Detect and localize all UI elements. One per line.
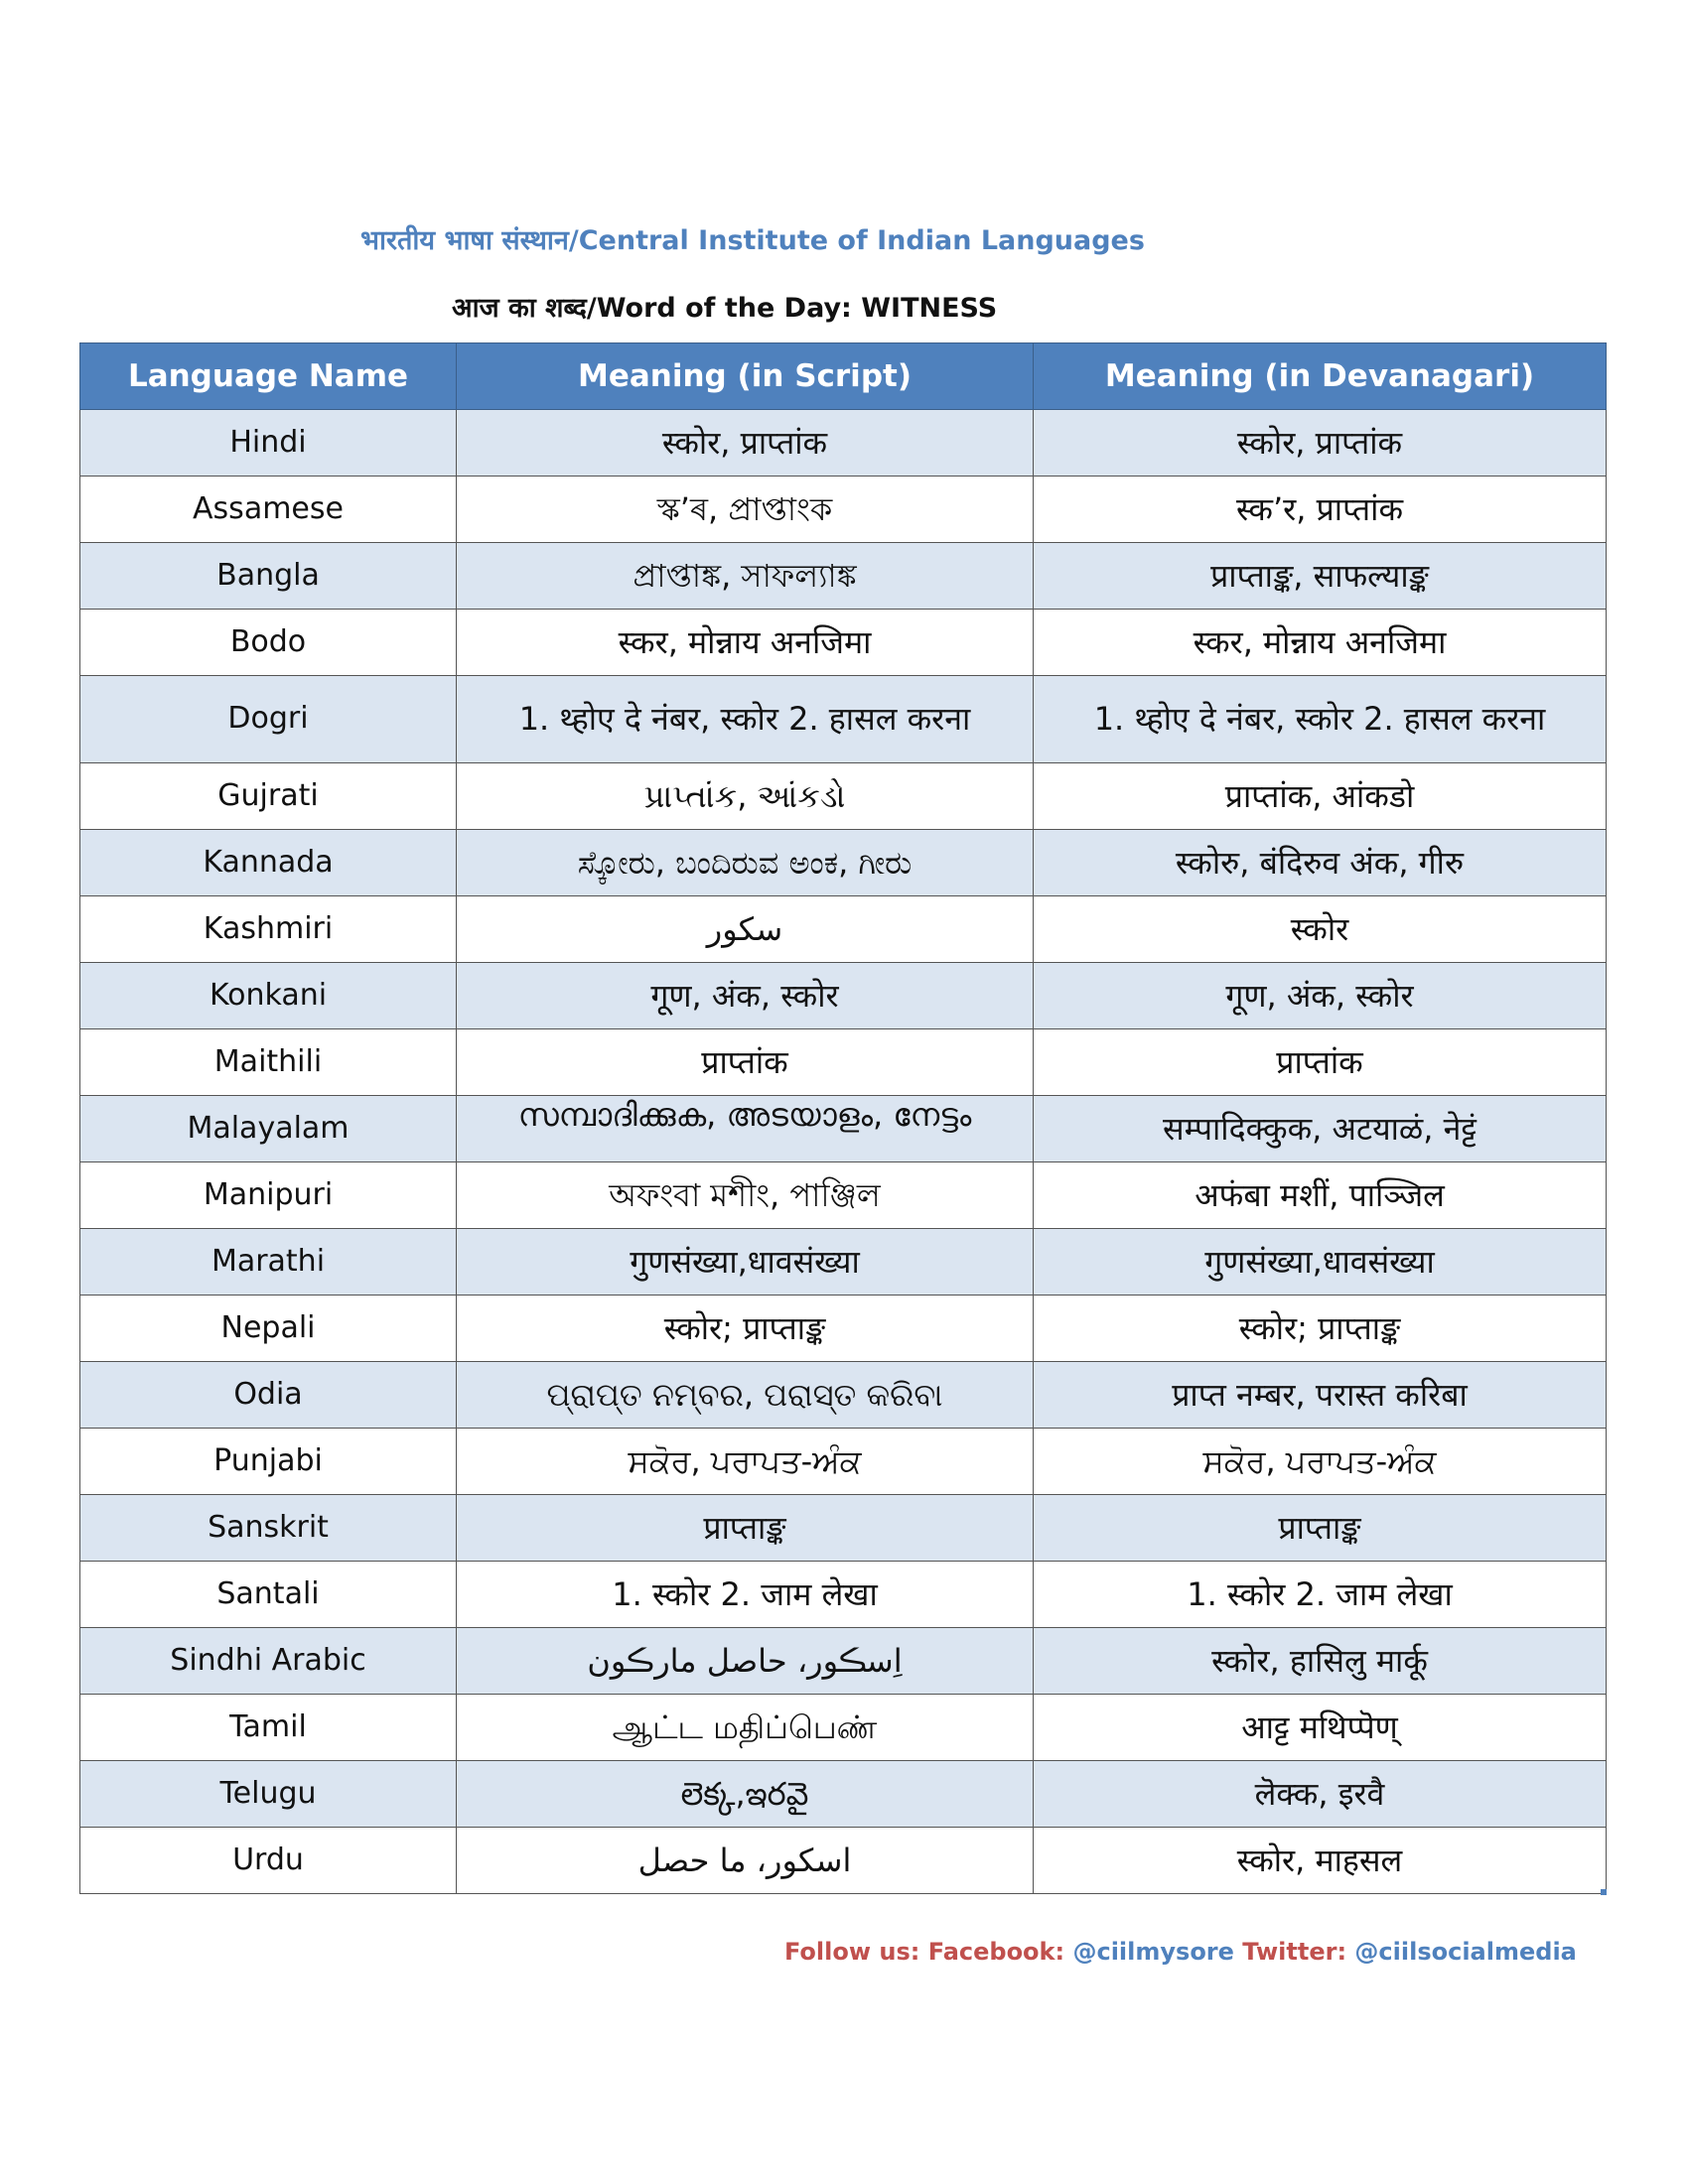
language-name: Sindhi Arabic: [80, 1628, 457, 1695]
table-row: [80, 1096, 1607, 1162]
meaning-devanagari: 1. स्कोर 2. जाम लेखा: [1034, 1562, 1607, 1628]
language-name: Dogri: [80, 676, 457, 763]
table-row: [80, 963, 1607, 1029]
footer-label: Follow us: Facebook:: [784, 1938, 1073, 1966]
meaning-script: اِسڪور، حاصل مارڪون: [457, 1628, 1034, 1695]
column-header-language: Language Name: [80, 343, 457, 410]
table-row: [80, 1695, 1607, 1761]
meaning-script: ਸਕੋਰ, ਪਰਾਪਤ-ਅੰਕ: [457, 1429, 1034, 1495]
facebook-handle: @ciilmysore: [1072, 1938, 1234, 1966]
twitter-handle: @ciilsocialmedia: [1354, 1938, 1577, 1966]
table-row: [80, 1495, 1607, 1562]
meaning-script: প্রাপ্তাঙ্ক, সাফল্যাঙ্ক: [457, 543, 1034, 610]
language-name: Kannada: [80, 830, 457, 896]
language-name: Assamese: [80, 477, 457, 543]
meaning-devanagari: गूण, अंक, स्कोर: [1034, 963, 1607, 1029]
meaning-devanagari: प्राप्ताङ्क, साफल्याङ्क: [1034, 543, 1607, 610]
meaning-script: സമ്പാദിക്കുക, അടയാളം, നേട്ടം: [517, 1097, 972, 1134]
language-name: Marathi: [80, 1229, 457, 1296]
footer-social: [784, 1938, 1577, 1966]
meaning-devanagari: प्राप्ताङ्क: [1034, 1495, 1607, 1562]
language-name: Odia: [80, 1362, 457, 1429]
meaning-script: سکور: [457, 896, 1034, 963]
meaning-devanagari: ਸਕੋਰ, ਪਰਾਪਤ-ਅੰਕ: [1034, 1429, 1607, 1495]
language-name: Nepali: [80, 1296, 457, 1362]
table-row: [80, 1362, 1607, 1429]
language-name: Bangla: [80, 543, 457, 610]
meaning-devanagari: आट्ट मथिप्पॆण्: [1034, 1695, 1607, 1761]
meaning-script: ಸ್ಕೋರು, ಬಂದಿರುವ ಅಂಕ, ಗೀರು: [457, 830, 1034, 896]
language-name: Tamil: [80, 1695, 457, 1761]
table-row: [80, 1761, 1607, 1828]
table-row: [80, 676, 1607, 763]
meaning-devanagari: स्कर, मोन्नाय अनजिमा: [1034, 610, 1607, 676]
meaning-script: 1. थ्होए दे नंबर, स्कोर 2. हासल करना: [457, 676, 1034, 763]
meaning-script: प्राप्ताङ्क: [457, 1495, 1034, 1562]
table-row: [80, 1162, 1607, 1229]
table-row: [80, 1229, 1607, 1296]
column-header-script: Meaning (in Script): [457, 343, 1034, 410]
meaning-script: स्कोर; प्राप्ताङ्क: [457, 1296, 1034, 1362]
table-row: [80, 1296, 1607, 1362]
table-row: [80, 1029, 1607, 1096]
column-header-devanagari: Meaning (in Devanagari): [1034, 343, 1607, 410]
word-table: [79, 342, 1607, 1894]
org-title: भारतीय भाषा संस्थान/Central Institute of Indian Languages: [360, 225, 1145, 256]
language-name: Manipuri: [80, 1162, 457, 1229]
meaning-script: স্ক’ৰ, প্ৰাপ্তাংক: [457, 477, 1034, 543]
table-row: [80, 410, 1607, 477]
meaning-devanagari: 1. थ्होए दे नंबर, स्कोर 2. हासल करना: [1034, 676, 1607, 763]
meaning-devanagari: गुणसंख्या,धावसंख्या: [1034, 1229, 1607, 1296]
meaning-devanagari: स्कोर: [1034, 896, 1607, 963]
language-name: Bodo: [80, 610, 457, 676]
language-name: Hindi: [80, 410, 457, 477]
meaning-devanagari: स्कोर; प्राप्ताङ्क: [1034, 1296, 1607, 1362]
meaning-devanagari: लॆक्क, इरवै: [1034, 1761, 1607, 1828]
meaning-devanagari: सम्पादिक्कुक, अटयाळं, नेट्टं: [1034, 1096, 1607, 1162]
meaning-devanagari: अफंबा मशीं, पाञ्जिल: [1034, 1162, 1607, 1229]
language-name: Telugu: [80, 1761, 457, 1828]
meaning-devanagari: प्राप्तांक, आंकडो: [1034, 763, 1607, 830]
language-name: Urdu: [80, 1828, 457, 1894]
table-row: [80, 763, 1607, 830]
meaning-devanagari: स्कोरु, बंदिरुव अंक, गीरु: [1034, 830, 1607, 896]
meaning-script: પ્રાપ્તાંક, આંકડો: [457, 763, 1034, 830]
twitter-label: Twitter:: [1233, 1938, 1355, 1966]
meaning-script: स्कोर, प्राप्तांक: [457, 410, 1034, 477]
table-row: [80, 1562, 1607, 1628]
meaning-script: অফংবা মশীং, পাঞ্জিল: [457, 1162, 1034, 1229]
table-row: [80, 896, 1607, 963]
language-name: Konkani: [80, 963, 457, 1029]
meaning-script: ପ୍ରାପ୍ତ ନମ୍ବର, ପରାସ୍ତ କରିବା: [457, 1362, 1034, 1429]
meaning-script: गूण, अंक, स्कोर: [457, 963, 1034, 1029]
table-row: [80, 477, 1607, 543]
table-resize-handle: [1601, 1889, 1607, 1895]
table-row: [80, 610, 1607, 676]
meaning-devanagari: स्कोर, माहसल: [1034, 1828, 1607, 1894]
language-name: Maithili: [80, 1029, 457, 1096]
language-name: Santali: [80, 1562, 457, 1628]
meaning-devanagari: स्कोर, प्राप्तांक: [1034, 410, 1607, 477]
table-row: [80, 543, 1607, 610]
meaning-devanagari: स्क’र, प्राप्तांक: [1034, 477, 1607, 543]
language-name: Sanskrit: [80, 1495, 457, 1562]
meaning-devanagari: प्राप्त नम्बर, परास्त करिबा: [1034, 1362, 1607, 1429]
language-name: Kashmiri: [80, 896, 457, 963]
meaning-script: లెక్క,ఇరవై: [457, 1761, 1034, 1828]
language-name: Malayalam: [80, 1096, 457, 1162]
table-header-row: [80, 343, 1607, 410]
table-row: [80, 830, 1607, 896]
word-of-the-day: आज का शब्द/Word of the Day: WITNESS: [452, 293, 998, 324]
language-name: Gujrati: [80, 763, 457, 830]
meaning-script: ஆட்ட மதிப்பெண்: [457, 1695, 1034, 1761]
meaning-script: प्राप्तांक: [457, 1029, 1034, 1096]
meaning-script: स्कर, मोन्नाय अनजिमा: [457, 610, 1034, 676]
meaning-devanagari: स्कोर, हासिलु मार्कू: [1034, 1628, 1607, 1695]
language-name: Punjabi: [80, 1429, 457, 1495]
meaning-script-cell: [457, 1096, 1034, 1162]
meaning-script: गुणसंख्या,धावसंख्या: [457, 1229, 1034, 1296]
meaning-devanagari: प्राप्तांक: [1034, 1029, 1607, 1096]
meaning-script: اسکور، ما حصل: [457, 1828, 1034, 1894]
meaning-script: 1. स्कोर 2. जाम लेखा: [457, 1562, 1034, 1628]
table-row: [80, 1828, 1607, 1894]
table-row: [80, 1429, 1607, 1495]
table-row: [80, 1628, 1607, 1695]
